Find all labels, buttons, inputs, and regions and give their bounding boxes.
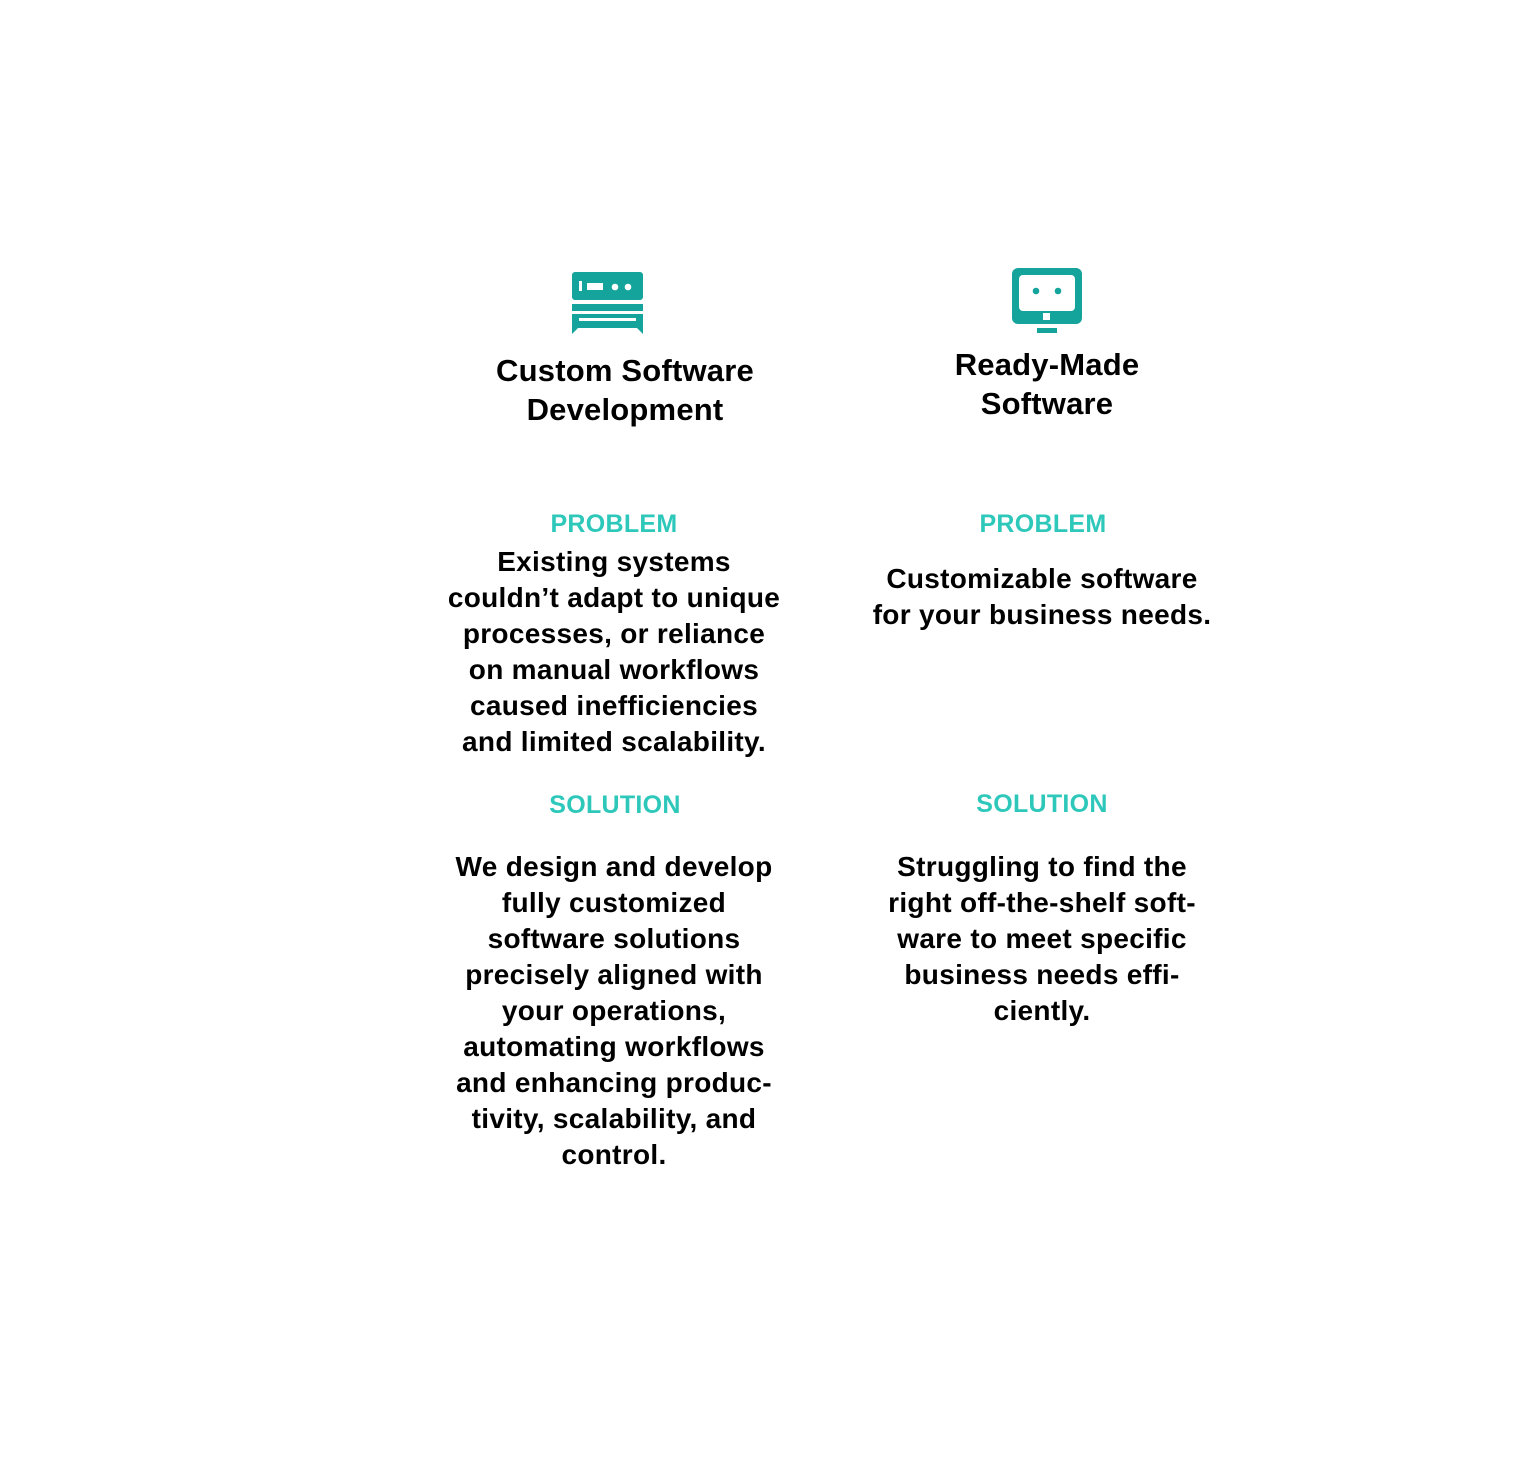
problem-label-custom: PROBLEM [550,510,678,538]
problem-label-ready-made: PROBLEM [979,510,1107,538]
column-title-ready-made: Ready-Made Software [954,347,1140,421]
problem-text-ready-made: Customizable software for your business needs. [872,563,1212,630]
server-rack-icon [572,272,644,334]
solution-label-custom: SOLUTION [549,791,681,819]
solution-label-ready-made: SOLUTION [976,790,1108,818]
monitor-robot-icon [1011,268,1083,335]
problem-text-custom: Existing systems couldn’t adapt to unique processes, or reliance on manual workflows caused inefficiencies and limited scalability. [447,546,781,757]
solution-text-ready-made: Struggling to find the right off-the-shelf soft- ware to meet specific business needs effi- ciently. [888,851,1196,1026]
solution-text-custom: We design and develop fully customized software solutions precisely aligned with your operations, automating workflows and enhancing produc- tivity, scalability, and control. [455,851,773,1170]
column-title-custom-software: Custom Software Development [496,353,754,427]
